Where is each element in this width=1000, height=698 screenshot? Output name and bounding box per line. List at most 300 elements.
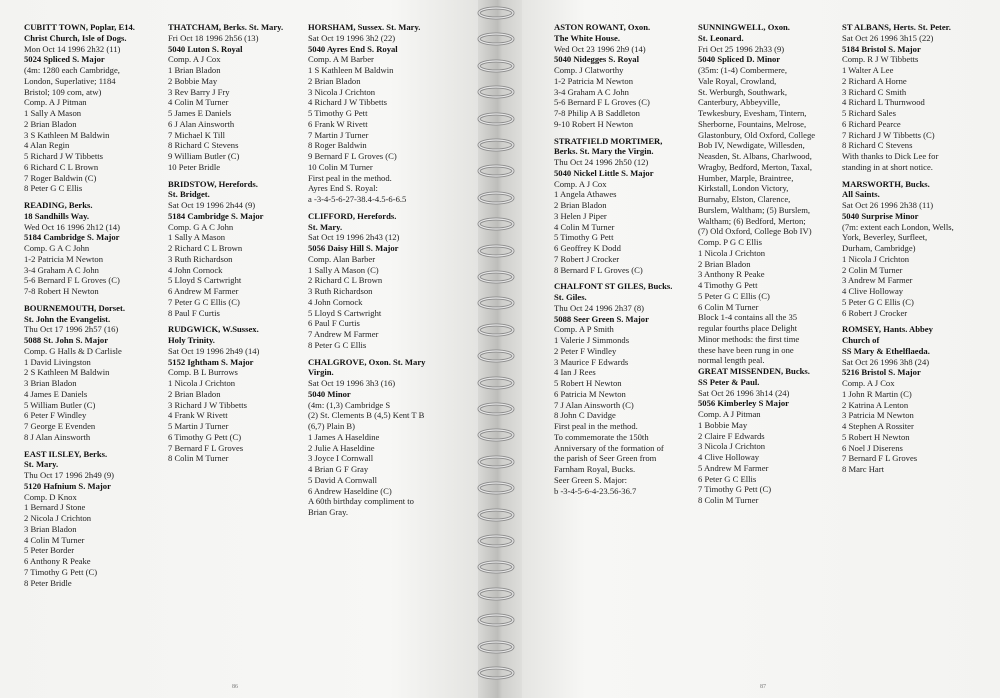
peal-line: 4 James E Daniels: [24, 388, 88, 399]
peal-line: 1 Valerie J Simmonds: [554, 335, 630, 345]
peal-heading: 18 Sandhills Way.: [24, 210, 90, 221]
peal-line: 2 Brian Bladon: [168, 388, 221, 399]
peal-line: 6 Timothy G Pett (C): [168, 431, 242, 442]
peal-line: 5 Richard J W Tibbetts: [24, 151, 103, 161]
peal-line: 7 Timothy G Pett (C): [698, 484, 772, 495]
peal-line: 6 Peter F Windley: [24, 410, 87, 421]
peal-line: 6 Paul F Curtis: [308, 318, 360, 329]
peal-line: 7 Richard J W Tibbetts (C): [842, 129, 935, 140]
peal-line: Sat Oct 19 1996 2h43 (12): [308, 232, 400, 243]
peal-heading: St. Mary.: [24, 459, 59, 470]
peal-line: 1 Nicola J Crichton: [842, 253, 910, 264]
peal-line: 6 Frank W Rivett: [308, 118, 368, 129]
peal-line: (4m: (1,3) Cambridge S: [308, 399, 391, 410]
peal-line: 5 Andrew M Farmer: [698, 462, 769, 473]
peal-line: (7m: extent each London, Wells,: [842, 221, 954, 232]
peal-line: 6 Colin M Turner: [698, 301, 759, 312]
peal-line: 6 J Alan Ainsworth: [168, 118, 235, 129]
peal-line: 2 Nicola J Crichton: [24, 513, 92, 523]
peal-line: Tewkesbury, Evesham, Tintern,: [698, 108, 807, 118]
peal-line: Farnham Royal, Bucks.: [554, 464, 636, 474]
peal-line: 9 Bernard F L Groves (C): [308, 151, 397, 161]
peal-line: Comp. Alan Barber: [308, 253, 376, 264]
peal-line: 9-10 Robert H Newton: [554, 118, 634, 129]
peal-line: (7) Old Oxford, College Bob IV): [698, 226, 812, 237]
binding-ring: [476, 587, 516, 601]
peal-line: Bristol; 109 com, atw): [24, 86, 102, 97]
peal-line: 3 Rev Barry J Fry: [168, 86, 230, 97]
peal-line: A 60th birthday compliment to: [308, 496, 414, 507]
binding-ring: [476, 217, 516, 231]
peal-method: 5040 Luton S. Royal: [168, 43, 243, 54]
right-column-2: [698, 22, 815, 506]
peal-heading: St. Leonard.: [698, 32, 744, 43]
peal-line: 2 Richard A Horne: [842, 75, 907, 86]
peal-line: 3-4 Graham A C John: [24, 264, 99, 275]
peal-line: 3 Ruth Richardson: [168, 253, 233, 264]
peal-method: 5184 Cambridge S. Major: [168, 210, 264, 221]
peal-line: 8 Colin M Turner: [168, 453, 229, 464]
peal-line: Anniversary of the formation of: [554, 442, 664, 453]
peal-line: 4 Clive Holloway: [842, 286, 904, 296]
peal-line: 3 Andrew M Farmer: [842, 275, 913, 286]
peal-line: Durham, Cambridge): [842, 243, 916, 253]
peal-line: 4 John Cornock: [168, 264, 223, 275]
peal-line: Brian Gray.: [308, 507, 349, 517]
peal-line: 8 Richard C Stevens: [168, 140, 239, 151]
peal-line: 10 Colin M Turner: [308, 161, 373, 172]
peal-line: 5 Robert H Newton: [554, 378, 622, 388]
right-column-1: [554, 22, 672, 496]
peal-line: Fri Oct 25 1996 2h33 (9): [698, 43, 785, 54]
peal-method: 5040 Minor: [308, 388, 351, 399]
peal-line: 1 Nicola J Crichton: [168, 378, 236, 388]
peal-heading: GREAT MISSENDEN, Bucks.: [698, 366, 810, 376]
peal-line: Sat Oct 19 1996 2h44 (9): [168, 200, 256, 210]
peal-line: 3 Richard J W Tibbetts: [168, 399, 247, 410]
peal-line: 2 Katrina A Lenton: [842, 399, 909, 410]
peal-heading: The White House.: [554, 32, 620, 43]
peal-line: (6,7) Plain B): [308, 421, 356, 431]
peal-line: 6 Anthony R Peake: [24, 556, 91, 566]
peal-line: 3 Maurice F Edwards: [554, 356, 629, 367]
peal-line: Canterbury, Abbeyville,: [698, 97, 781, 108]
peal-line: 6 Noel J Diserens: [842, 442, 903, 453]
peal-line: Comp. R J W Tibbetts: [842, 54, 919, 65]
peal-line: 2 Brian Bladon: [308, 75, 361, 86]
peal-line: 2 Richard C L Brown: [168, 243, 243, 253]
peal-line: a -3-4-5-6-27-38.4-4.5-6-6.5: [308, 194, 407, 204]
right-page: [512, 0, 1000, 698]
peal-line: 6 Robert J Crocker: [842, 307, 908, 318]
left-page-number: 86: [232, 684, 238, 690]
peal-method: 5216 Bristol S. Major: [842, 367, 921, 378]
peal-line: Wed Oct 23 1996 2h9 (14): [554, 43, 646, 54]
peal-line: 8 Richard C Stevens: [842, 140, 913, 151]
peal-line: 5 William Butler (C): [24, 399, 96, 410]
peal-line: 1 Walter A Lee: [842, 65, 894, 75]
peal-heading: RUDGWICK, W.Sussex.: [168, 324, 259, 335]
peal-line: 6 Andrew M Farmer: [168, 286, 239, 296]
peal-heading: STRATFIELD MORTIMER,: [554, 135, 663, 146]
peal-line: 4 Clive Holloway: [698, 452, 760, 462]
binding-ring: [476, 534, 516, 548]
peal-line: Sat Oct 19 1996 3h3 (16): [308, 378, 396, 388]
peal-line: 1 Sally A Mason: [168, 232, 226, 243]
peal-line: 3 Joyce I Cornwall: [308, 453, 374, 464]
peal-line: 1 Angela Athawes: [554, 189, 617, 200]
peal-line: Comp. A P Smith: [554, 324, 614, 335]
peal-line: Sat Oct 26 1996 3h14 (24): [698, 387, 790, 398]
peal-line: Comp. A J Pitman: [24, 97, 87, 108]
peal-line: 7-8 Robert H Newton: [24, 286, 99, 296]
peal-line: York, Beverley, Surfleet,: [842, 232, 928, 243]
binding-ring: [476, 138, 516, 152]
peal-line: Comp. J Clatworthy: [554, 65, 624, 75]
binding-ring: [476, 481, 516, 495]
peal-line: Ayres End S. Royal:: [308, 183, 378, 194]
peal-line: 6 Richard Pearce: [842, 118, 901, 129]
peal-line: Comp. G A C John: [168, 221, 234, 232]
peal-line: 1 James A Haseldine: [308, 431, 380, 442]
peal-line: 5 Timothy G Pett: [308, 108, 368, 118]
peal-line: 4 Timothy G Pett: [698, 280, 758, 290]
peal-line: 1 Brian Bladon: [168, 65, 221, 75]
peal-heading: SUNNINGWELL, Oxon.: [698, 22, 790, 32]
peal-heading: THATCHAM, Berks. St. Mary.: [168, 22, 284, 32]
peal-line: standing in at short notice.: [842, 161, 933, 172]
peal-line: 1 Sally A Mason: [24, 108, 82, 118]
peal-line: 4 Richard J W Tibbetts: [308, 97, 387, 108]
peal-line: 1 John R Martin (C): [842, 388, 912, 399]
peal-line: Sat Oct 26 1996 2h38 (11): [842, 200, 934, 210]
peal-heading: Berks. St. Mary the Virgin.: [554, 146, 654, 157]
peal-line: 4 John Cornock: [308, 296, 363, 307]
peal-line: 7 Peter G C Ellis (C): [168, 296, 240, 307]
peal-line: 5 Peter G C Ellis (C): [698, 290, 770, 301]
peal-line: Glastonbury, Old Oxford, College: [698, 129, 816, 140]
binding-ring: [476, 455, 516, 469]
peal-method: 5040 Surprise Minor: [842, 210, 919, 221]
peal-line: Minor methods: the first time: [698, 333, 800, 344]
peal-line: Comp. A J Cox: [168, 54, 221, 65]
binding-ring: [476, 164, 516, 178]
binding-ring: [476, 296, 516, 310]
peal-heading: ASTON ROWANT, Oxon.: [554, 22, 651, 32]
peal-line: these have been rung in one: [698, 344, 794, 355]
peal-line: 7 Michael K Till: [168, 129, 226, 140]
peal-heading: CLIFFORD, Herefords.: [308, 210, 397, 221]
peal-line: 3 Patricia M Newton: [842, 410, 914, 421]
peal-line: Bob IV, Newdigate, Willesden,: [698, 140, 805, 151]
binding-ring: [476, 6, 516, 20]
peal-line: 5 David A Cornwall: [308, 474, 377, 485]
peal-line: 4 Ian J Rees: [554, 367, 596, 378]
peal-line: 5 James E Daniels: [168, 108, 232, 118]
peal-line: With thanks to Dick Lee for: [842, 151, 939, 161]
peal-heading: St. John the Evangelist.: [24, 313, 111, 324]
peal-line: 4 Colin M Turner: [554, 221, 615, 232]
peal-line: Mon Oct 14 1996 2h32 (11): [24, 43, 121, 54]
peal-line: Sat Oct 26 1996 3h15 (22): [842, 32, 934, 43]
peal-method: 5088 Seer Green S. Major: [554, 313, 649, 324]
peal-line: 6 Richard C L Brown: [24, 161, 99, 172]
peal-line: (2) St. Clements B (4,5) Kent T B: [308, 410, 425, 421]
peal-line: 8 Colin M Turner: [698, 495, 759, 505]
peal-line: 7 J Alan Ainsworth (C): [554, 399, 634, 410]
peal-line: 6 Geoffrey K Dodd: [554, 243, 621, 253]
peal-line: 7 George E Evenden: [24, 421, 96, 431]
left-column-2: [168, 22, 283, 464]
peal-line: 5-6 Bernard F L Groves (C): [554, 97, 650, 108]
peal-line: 2 S Kathleen M Baldwin: [24, 367, 110, 378]
peal-line: 7 Andrew M Farmer: [308, 329, 379, 339]
peal-method: 5056 Daisy Hill S. Major: [308, 243, 399, 253]
left-column-3: [308, 22, 425, 518]
peal-heading: MARSWORTH, Bucks.: [842, 178, 930, 189]
peal-method: 5184 Bristol S. Major: [842, 43, 921, 54]
peal-line: 5 Timothy G Pett: [554, 232, 614, 243]
peal-line: 5 Peter Border: [24, 545, 75, 556]
peal-heading: SS Peter & Paul.: [698, 376, 760, 387]
peal-line: 7 Bernard F L Groves: [842, 453, 918, 464]
peal-line: Waltham; (6) Bedford, Merton;: [698, 215, 806, 226]
peal-line: Comp. A J Cox: [842, 378, 895, 388]
peal-line: Humber, Marple, Braintree,: [698, 172, 794, 183]
peal-line: 9 William Butler (C): [168, 151, 240, 161]
peal-line: 8 Marc Hart: [842, 464, 884, 474]
peal-heading: ROMSEY, Hants. Abbey: [842, 324, 933, 335]
binding-ring: [476, 376, 516, 390]
peal-method: 5040 Nidegges S. Royal: [554, 54, 639, 65]
peal-method: 5120 Hafnium S. Major: [24, 480, 111, 491]
peal-line: 2 Colin M Turner: [842, 264, 903, 275]
binding-ring: [476, 191, 516, 205]
peal-heading: BRIDSTOW, Herefords.: [168, 178, 258, 189]
peal-heading: EAST ILSLEY, Berks.: [24, 448, 108, 459]
peal-method: 5184 Cambridge S. Major: [24, 232, 120, 243]
peal-line: 2 Richard C L Brown: [308, 275, 383, 286]
peal-heading: St. Bridget.: [168, 189, 210, 200]
binding-ring: [476, 640, 516, 654]
peal-line: 2 Julie A Haseldine: [308, 442, 375, 453]
peal-method: 5056 Kimberley S Major: [698, 398, 789, 409]
peal-line: 3 Richard C Smith: [842, 86, 907, 97]
peal-line: 1 David Livingston: [24, 356, 91, 367]
peal-line: Comp. A J Cox: [554, 178, 607, 189]
peal-line: Sat Oct 19 1996 2h49 (14): [168, 345, 260, 356]
peal-line: Block 1-4 contains all the 35: [698, 312, 798, 323]
binding-ring: [476, 59, 516, 73]
peal-heading: CUBITT TOWN, Poplar, E14.: [24, 22, 135, 32]
binding-ring: [476, 270, 516, 284]
peal-heading: Virgin.: [308, 367, 334, 378]
peal-line: Thu Oct 24 1996 2h37 (8): [554, 302, 644, 313]
peal-line: 5 Robert H Newton: [842, 431, 910, 442]
peal-heading: BOURNEMOUTH, Dorset.: [24, 302, 125, 313]
peal-line: Comp. A M Barber: [308, 54, 374, 65]
peal-line: Sherborne, Fountains, Melrose,: [698, 118, 807, 129]
peal-line: Comp. B L Burrows: [168, 367, 238, 378]
peal-line: 7 Roger Baldwin (C): [24, 172, 97, 183]
peal-line: 8 Paul F Curtis: [168, 307, 220, 318]
peal-heading: Holy Trinity.: [168, 335, 215, 345]
peal-line: b -3-4-5-6-4-23.56-36.7: [554, 485, 637, 496]
peal-line: 4 Richard L Thurnwood: [842, 97, 925, 108]
peal-line: 7 Martin J Turner: [308, 129, 369, 140]
peal-heading: HORSHAM, Sussex. St. Mary.: [308, 22, 421, 32]
peal-line: 3 Ruth Richardson: [308, 286, 373, 296]
peal-line: 7 Bernard F L Groves: [168, 442, 244, 453]
peal-line: Vale Royal, Crowland,: [698, 75, 777, 86]
binding-ring: [476, 428, 516, 442]
peal-method: 5040 Nickel Little S. Major: [554, 167, 654, 178]
peal-line: 2 Brian Bladon: [554, 200, 607, 210]
peal-line: Wed Oct 16 1996 2h12 (14): [24, 221, 120, 232]
peal-heading: READING, Berks.: [24, 200, 93, 210]
peal-line: 5-6 Bernard F L Groves (C): [24, 275, 120, 286]
peal-line: 3 Helen J Piper: [554, 210, 607, 221]
peal-line: Seer Green S. Major:: [554, 474, 628, 485]
binding-ring: [476, 402, 516, 416]
peal-line: 7 Robert J Crocker: [554, 253, 620, 264]
peal-line: 8 J Alan Ainsworth: [24, 431, 91, 442]
peal-method: 5024 Spliced S. Major: [24, 54, 105, 65]
peal-method: 5040 Spliced D. Minor: [698, 54, 781, 65]
peal-line: (35m: (1-4) Combermere,: [698, 65, 788, 75]
peal-line: 3 Brian Bladon: [24, 378, 77, 388]
peal-line: Neasden, St. Albans, Charlwood,: [698, 151, 812, 161]
binding-ring: [476, 560, 516, 574]
peal-line: To commemorate the 150th: [554, 431, 649, 442]
binding-ring: [476, 508, 516, 522]
peal-heading: Church of: [842, 335, 880, 345]
peal-heading: ST ALBANS, Herts. St. Peter.: [842, 22, 951, 32]
peal-line: Sat Oct 26 1996 3h8 (24): [842, 356, 930, 367]
peal-line: 7 Timothy G Pett (C): [24, 566, 98, 577]
peal-line: Thu Oct 24 1996 2h50 (12): [554, 157, 649, 167]
peal-line: 4 Brian G F Gray: [308, 464, 369, 474]
peal-line: 2 Claire F Edwards: [698, 430, 765, 441]
peal-line: 4 Frank W Rivett: [168, 410, 228, 421]
peal-line: 5 Richard Sales: [842, 108, 896, 118]
peal-line: 3 Nicola J Crichton: [308, 86, 376, 97]
peal-line: 3 S Kathleen M Baldwin: [24, 129, 110, 140]
peal-line: Comp. G Halls & D Carlisle: [24, 345, 122, 356]
peal-line: 4 Colin M Turner: [24, 534, 85, 545]
peal-heading: Christ Church, Isle of Dogs.: [24, 32, 127, 43]
peal-heading: St. Mary.: [308, 221, 343, 232]
peal-line: Comp. D Knox: [24, 491, 77, 502]
peal-line: First peal in the method.: [308, 172, 392, 183]
peal-line: 4 Alan Regin: [24, 140, 70, 151]
peal-line: 1 Bobbie May: [698, 419, 748, 430]
peal-method: 5152 Ightham S. Major: [168, 356, 254, 367]
peal-line: 8 Peter G C Ellis: [308, 339, 367, 350]
peal-line: First peal in the method.: [554, 421, 638, 431]
peal-line: 7-8 Philip A B Saddleton: [554, 108, 640, 118]
peal-line: 4 Colin M Turner: [168, 97, 229, 108]
peal-line: 2 Bobbie May: [168, 75, 218, 86]
peal-method: 5040 Ayres End S. Royal: [308, 43, 398, 54]
peal-line: 6 Patricia M Newton: [554, 388, 626, 399]
peal-line: (4m: 1280 each Cambridge,: [24, 65, 120, 75]
peal-line: Thu Oct 17 1996 2h57 (16): [24, 324, 119, 335]
peal-line: 8 Roger Baldwin: [308, 140, 367, 151]
left-page: [0, 0, 488, 698]
peal-line: 1 Sally A Mason (C): [308, 264, 379, 275]
peal-line: 2 Brian Bladon: [698, 258, 751, 269]
peal-line: 8 John C Davidge: [554, 410, 616, 421]
binding-ring: [476, 349, 516, 363]
peal-heading: All Saints.: [842, 189, 880, 200]
peal-line: 3 Brian Bladon: [24, 523, 77, 534]
peal-line: Thu Oct 17 1996 2h49 (9): [24, 470, 114, 480]
peal-line: 1-2 Patricia M Newton: [24, 253, 103, 264]
peal-line: 1 Nicola J Crichton: [698, 247, 766, 258]
peal-line: 5 Martin J Turner: [168, 421, 229, 431]
peal-line: 8 Peter Bridle: [24, 577, 72, 588]
peal-line: London, Superlative; 1184: [24, 75, 116, 86]
binding-ring: [476, 112, 516, 126]
peal-line: Comp. G A C John: [24, 243, 90, 253]
peal-heading: St. Giles.: [554, 292, 587, 302]
peal-line: 1 Bernard J Stone: [24, 502, 86, 513]
peal-line: 1-2 Patricia M Newton: [554, 75, 633, 86]
peal-method: 5088 St. John S. Major: [24, 335, 109, 345]
peal-heading: CHALGROVE, Oxon. St. Mary: [308, 356, 426, 367]
peal-line: 6 Andrew Haseldine (C): [308, 485, 392, 496]
binding-ring: [476, 244, 516, 258]
peal-line: Burnaby, Elston, Clarence,: [698, 194, 791, 204]
peal-line: 8 Peter G C Ellis: [24, 183, 83, 194]
peal-line: the parish of Seer Green from: [554, 453, 657, 464]
peal-line: Sat Oct 19 1996 3h2 (22): [308, 32, 396, 43]
peal-line: Burslem, Waltham; (5) Burslem,: [698, 204, 811, 215]
peal-line: 8 Bernard F L Groves (C): [554, 264, 643, 275]
peal-line: Fri Oct 18 1996 2h56 (13): [168, 32, 259, 43]
peal-line: Comp. P G C Ellis: [698, 237, 762, 247]
peal-line: St. Werburgh, Southwark,: [698, 86, 787, 97]
peal-line: Kirkstall, London Victory,: [698, 183, 789, 194]
peal-line: 10 Peter Bridle: [168, 161, 221, 172]
binding-ring: [476, 323, 516, 337]
binding-ring: [476, 85, 516, 99]
peal-line: 1 S Kathleen M Baldwin: [308, 65, 394, 75]
peal-line: 3 Nicola J Crichton: [698, 441, 766, 452]
left-column-1: [24, 22, 135, 588]
peal-heading: CHALFONT ST GILES, Bucks.: [554, 281, 673, 292]
peal-line: 4 Stephen A Rossiter: [842, 421, 914, 431]
peal-heading: SS Mary & Ethelflaeda.: [842, 345, 930, 356]
right-page-number: 87: [760, 684, 766, 690]
peal-line: Wragby, Bedford, Merton, Taxal,: [698, 161, 813, 172]
binding-ring: [476, 613, 516, 627]
peal-line: Comp. A J Pitman: [698, 409, 761, 419]
peal-line: 3-4 Graham A C John: [554, 86, 629, 97]
peal-line: 6 Peter G C Ellis: [698, 473, 757, 484]
binding-ring: [476, 32, 516, 46]
peal-line: 5 Lloyd S Cartwright: [308, 307, 382, 318]
peal-line: 5 Lloyd S Cartwright: [168, 275, 242, 286]
peal-line: 2 Peter F Windley: [554, 345, 617, 356]
binding-ring: [476, 666, 516, 680]
peal-line: 5 Peter G C Ellis (C): [842, 296, 914, 307]
peal-line: 3 Anthony R Peake: [698, 269, 765, 280]
peal-line: normal length peal.: [698, 355, 765, 366]
peal-line: 2 Brian Bladon: [24, 118, 77, 129]
peal-line: regular fourths place Delight: [698, 323, 798, 333]
